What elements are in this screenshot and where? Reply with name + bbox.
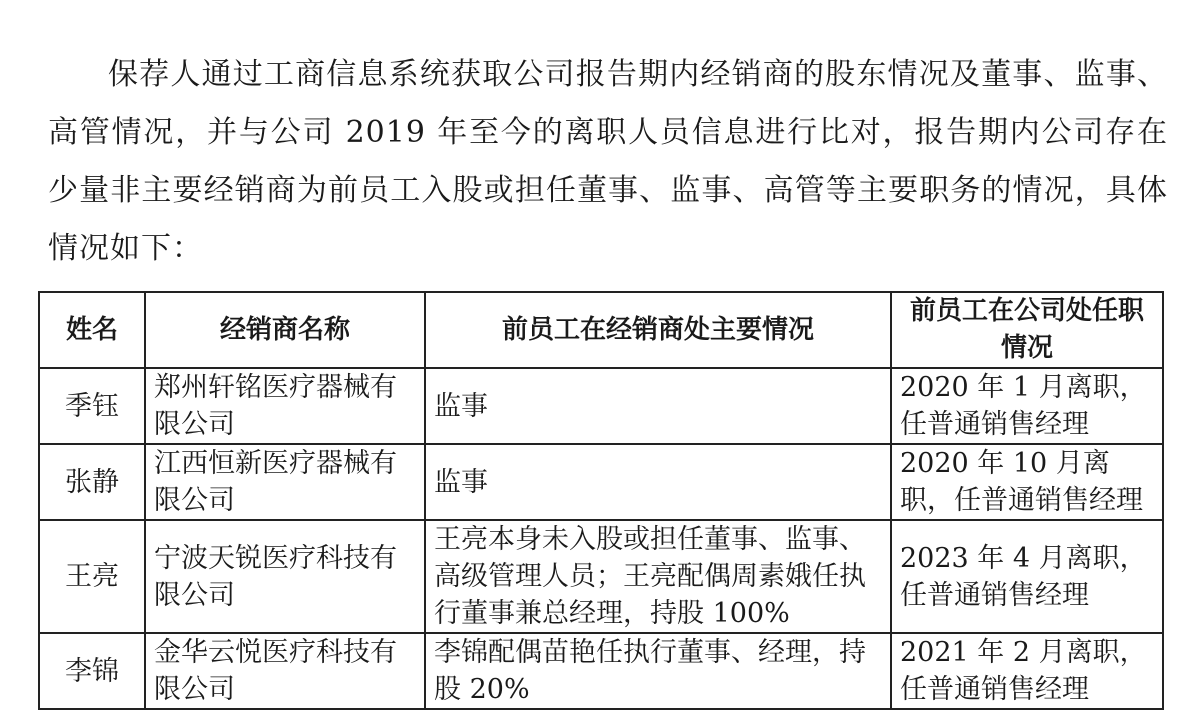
header-dealer: 经销商名称 [145,292,425,368]
cell-role-at-dealer: 监事 [425,444,891,520]
cell-dealer: 江西恒新医疗器械有限公司 [145,444,425,520]
header-role-at-dealer: 前员工在经销商处主要情况 [425,292,891,368]
cell-role-at-dealer: 李锦配偶苗艳任执行董事、经理，持股 20% [425,633,891,709]
table-row [39,444,1163,520]
intro-paragraph: 保荐人通过工商信息系统获取公司报告期内经销商的股东情况及董事、监事、高管情况，并与公司 2019 年至今的离职人员信息进行比对，报告期内公司存在少量非主要经销商为前员工入股或担任董事、监事、高管等主要职务的情况，具体情况如下： [48,57,1168,266]
table-row [39,633,1163,709]
cell-name: 季钰 [39,368,145,444]
header-role-at-company: 前员工在公司处任职情况 [891,292,1163,368]
cell-name: 张静 [39,444,145,520]
cell-role-at-dealer: 王亮本身未入股或担任董事、监事、高级管理人员；王亮配偶周素娥任执行董事兼总经理，持股 100% [425,520,891,633]
header-name: 姓名 [39,292,145,368]
cell-dealer: 金华云悦医疗科技有限公司 [145,633,425,709]
cell-name: 王亮 [39,520,145,633]
table-header-row [39,292,1163,368]
cell-role-at-company: 2020 年 1 月离职，任普通销售经理 [891,368,1163,444]
cell-dealer: 郑州轩铭医疗器械有限公司 [145,368,425,444]
cell-role-at-company: 2020 年 10 月离职，任普通销售经理 [891,444,1163,520]
dealer-table [38,291,1164,710]
cell-role-at-company: 2021 年 2 月离职，任普通销售经理 [891,633,1163,709]
table-row [39,520,1163,633]
cell-role-at-dealer: 监事 [425,368,891,444]
table-row [39,368,1163,444]
cell-name: 李锦 [39,633,145,709]
cell-role-at-company: 2023 年 4 月离职，任普通销售经理 [891,520,1163,633]
cell-dealer: 宁波天锐医疗科技有限公司 [145,520,425,633]
